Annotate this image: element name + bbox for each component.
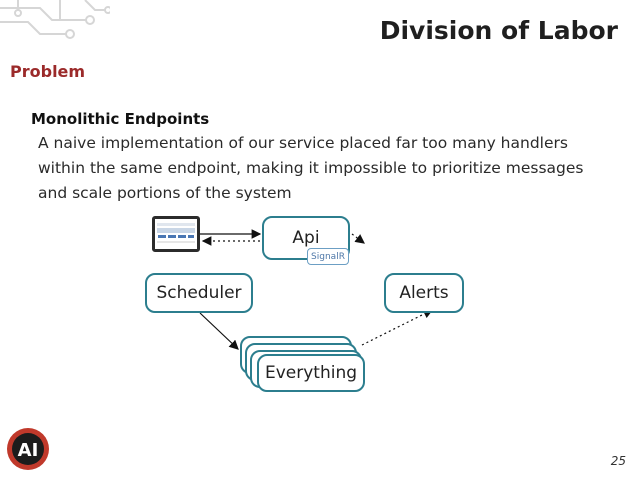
signalr-badge: SignalR [307, 248, 349, 265]
api-label: Api [292, 228, 320, 248]
scheduler-node [145, 273, 253, 313]
scheduler-label: Scheduler [156, 283, 242, 303]
dashboard-monitor-icon [152, 216, 200, 252]
arrow-scheduler-to-everything [200, 313, 238, 349]
arrow-everything-to-alerts [362, 310, 432, 345]
section-label: Problem [10, 62, 86, 81]
everything-node [257, 354, 365, 392]
arrow-api-out [352, 234, 364, 243]
everything-label: Everything [264, 363, 358, 383]
logo-text: AI [17, 440, 39, 461]
ai-logo [5, 426, 51, 472]
alerts-node [384, 273, 464, 313]
alerts-label: Alerts [399, 283, 449, 303]
slide-title: Division of Labor [379, 16, 618, 45]
page-number: 25 [610, 454, 626, 468]
bullet-body: A naive implementation of our service placed far too many handlers within the same endpoint, making it impossible to prioritize messages and scale portions of the system [38, 134, 584, 202]
bullet-heading: Monolithic Endpoints [31, 110, 210, 128]
